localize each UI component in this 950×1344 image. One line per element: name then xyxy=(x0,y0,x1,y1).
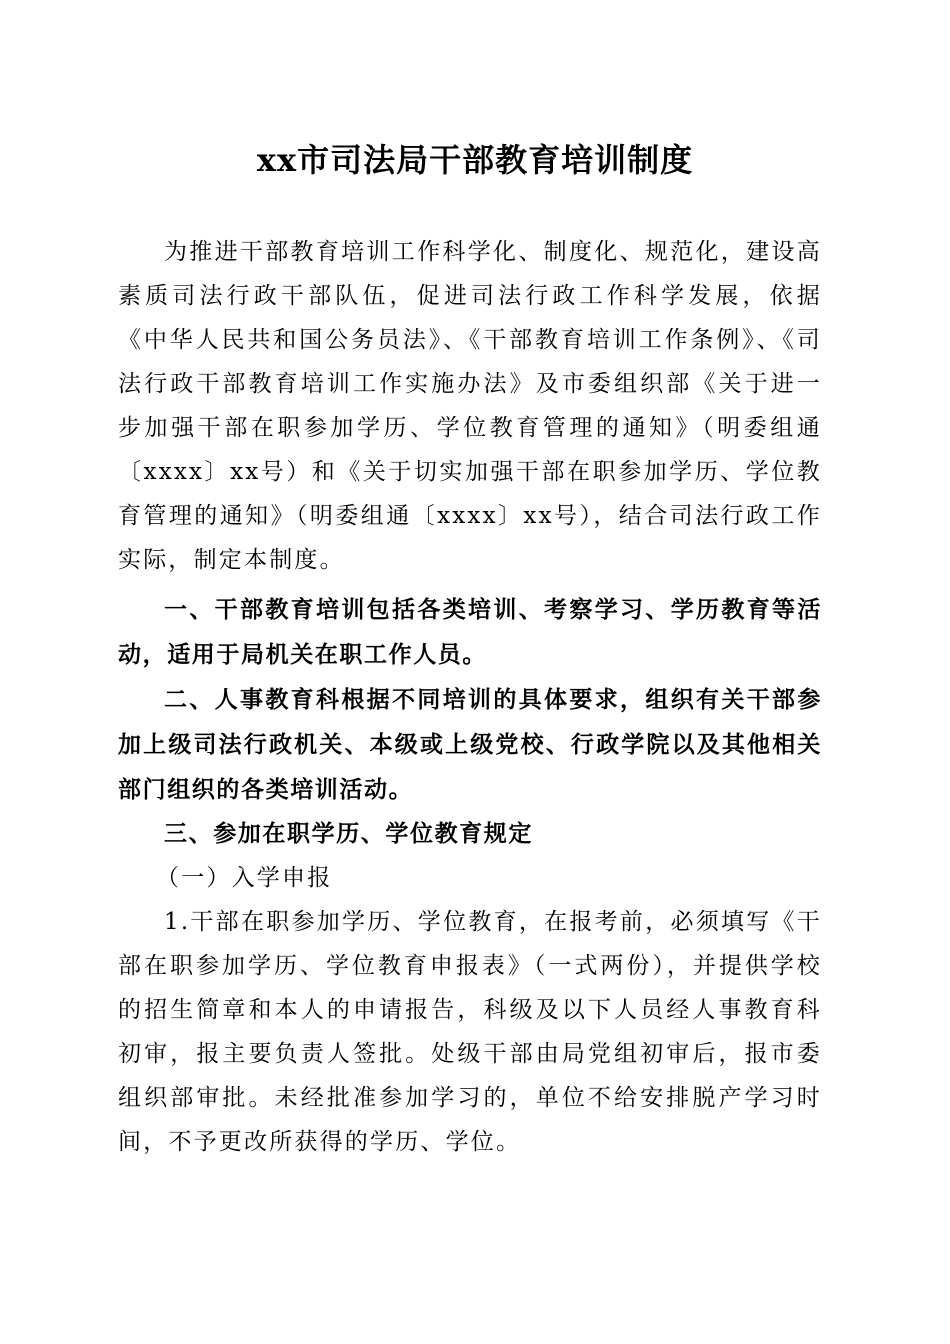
section-1-paragraph: 一、干部教育培训包括各类培训、考察学习、学历教育等活动，适用于局机关在职工作人员。 xyxy=(118,597,822,668)
intro-paragraph: 为推进干部教育培训工作科学化、制度化、规范化，建设高素质司法行政干部队伍，促进司法行政工作科学发展，依据《中华人民共和国公务员法》、《干部教育培训工作条例》、《司法行政干部教育培训工作实施办法》及市委组织部《关于进一步加强干部在职参加学历、学位教育管理的通知》（明委组通〔xxxx〕xx号）和《关于切实加强干部在职参加学历、学位教育管理的通知》（明委组通〔xxxx〕xx号），结合司法行政工作实际，制定本制度。 xyxy=(118,239,822,573)
document-title: xx市司法局干部教育培训制度 xyxy=(256,141,694,179)
item-1-paragraph: 1.干部在职参加学历、学位教育，在报考前，必须填写《干部在职参加学历、学位教育申报表》（一式两份），并提供学校的招生简章和本人的申请报告，科级及以下人员经人事教育科初审，报主要负责人签批。处级干部由局党组初审后，报市委组织部审批。未经批准参加学习的，单位不给安排脱产学习时间，不予更改所获得的学历、学位。 xyxy=(118,909,822,1155)
section-3-heading: 三、参加在职学历、学位教育规定 xyxy=(164,821,533,847)
section-2-paragraph: 二、人事教育科根据不同培训的具体要求，组织有关干部参加上级司法行政机关、本级或上级党校、行政学院以及其他相关部门组织的各类培训活动。 xyxy=(118,687,822,803)
subsection-1-heading: （一）入学申报 xyxy=(156,865,333,891)
